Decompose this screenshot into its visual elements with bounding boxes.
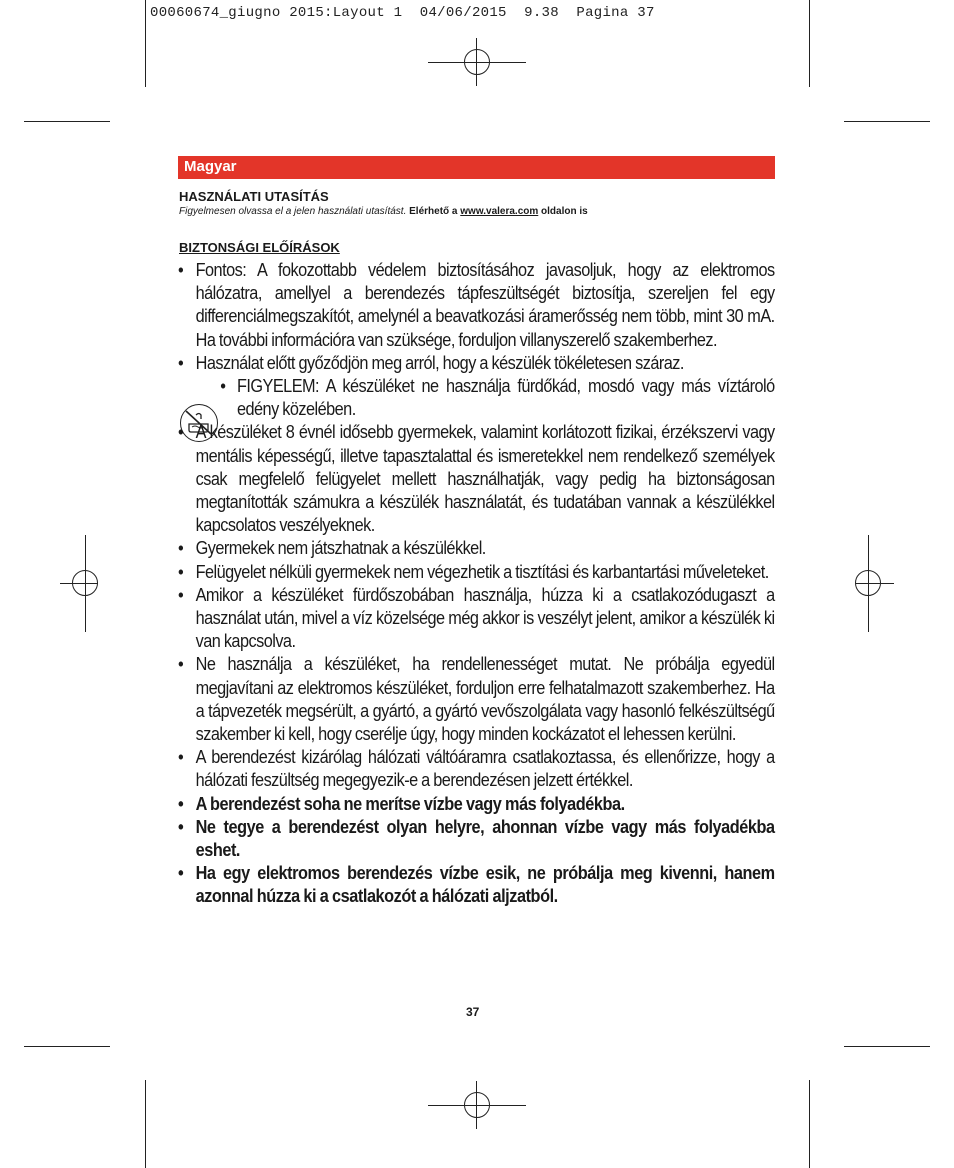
list-item-text: Ne használja a készüléket, ha rendellenességet mutat. Ne próbálja egyedül megjavítani az elektromos készüléket, forduljon erre felhatalmazott szakemberhez. Ha a tápvezeték megsérült, a gyártó, a gyártó vevőszolgálata vagy hasonló felkészültségű szakember ki kell, hogy cserélje úgy, hogy minden kockázatot el lehessen kerülni. [195, 653, 775, 745]
list-item-text: Használat előtt győződjön meg arról, hogy a készülék tökéletesen száraz. [195, 351, 684, 373]
list-item-text: Ha egy elektromos berendezés vízbe esik, ne próbálja meg kivenni, hanem azonnal húzza ki a csatlakozót a hálózati aljzatból. [195, 862, 775, 907]
list-item: • Amikor a készüléket fürdőszobában használja, húzza ki a csatlakozódugaszt a használat után, mivel a víz közelsége még akkor is veszélyt jelent, amikor a készülék ki van kapcsolva. [178, 583, 775, 652]
crop-mark-top-right-horizontal [844, 121, 930, 122]
safety-instructions-list [178, 258, 775, 908]
language-label: Magyar [184, 158, 237, 175]
website-link[interactable]: www.valera.com [460, 206, 539, 217]
list-item: • Ne használja a készüléket, ha rendellenességet mutat. Ne próbálja egyedül megjavítani az elektromos készüléket, forduljon erre felhatalmazott szakemberhez. Ha a tápvezeték megsérült, a gyártó, a gyártó vevőszolgálata vagy hasonló felkészültségű szakember ki kell, hogy cserélje úgy, hogy minden kockázatot el lehessen kerülni. [178, 653, 775, 745]
crop-mark-bottom-left-horizontal [24, 1046, 110, 1047]
list-item-text: Amikor a készüléket fürdőszobában használja, húzza ki a csatlakozódugaszt a használat után, mivel a víz közelsége még akkor is veszélyt jelent, amikor a készülék ki van kapcsolva. [195, 583, 775, 652]
list-item: • Felügyelet nélküli gyermekek nem végezhetik a tisztítási és karbantartási műveleteket. [178, 560, 775, 583]
list-item-text: A berendezést soha ne merítse vízbe vagy más folyadékba. [195, 792, 625, 814]
list-item-text: Felügyelet nélküli gyermekek nem végezhetik a tisztítási és karbantartási műveleteket. [195, 560, 769, 582]
crop-mark-top-left-horizontal [24, 121, 110, 122]
list-item-text: FIGYELEM: A készüléket ne használja fürdőkád, mosdó vagy más víztároló edény közelében. [236, 375, 775, 420]
list-item-bold: • A berendezést soha ne merítse vízbe vagy más folyadékba. [178, 792, 775, 815]
list-item-bold: • Ne tegye a berendezést olyan helyre, ahonnan vízbe vagy más folyadékba eshet. [178, 815, 775, 861]
list-item: • Fontos: A fokozottabb védelem biztosításához javasoljuk, hogy az elektromos hálózatra, amellyel a berendezés tápfeszültségét biztosítja, szereljen fel egy differenciálmegszakítót, amelynél a beavatkozási áramerősség nem több, mint 30 mA. Ha további információra van szüksége, forduljon villanyszerelő szakemberhez. [178, 259, 775, 350]
list-item-bold: • Ha egy elektromos berendezés vízbe esik, ne próbálja meg kivenni, hanem azonnal húzza ki a csatlakozót a hálózati aljzatból. [178, 862, 775, 907]
manual-heading: HASZNÁLATI UTASÍTÁS [179, 189, 329, 204]
section-title: BIZTONSÁGI ELŐÍRÁSOK [179, 240, 340, 255]
list-item: • A készüléket 8 évnél idősebb gyermekek, valamint korlátozott fizikai, érzékszervi vagy mentális képességű, illetve tapasztalattal és ismeretekkel nem rendelkező személyek csak megfelelő felügyelet mellett használhatják, vagy pedig ha biztonságosan megtanították számukra a készülék használatát, és tudatában vannak a készülékkel kapcsolatos veszélyeknek. [178, 421, 775, 536]
crop-mark-bottom-right-horizontal [844, 1046, 930, 1047]
list-item-text: A készüléket 8 évnél idősebb gyermekek, valamint korlátozott fizikai, érzékszervi vagy mentális képességű, illetve tapasztalattal és ismeretekkel nem rendelkező személyek csak megfelelő felügyelet mellett használhatják, vagy pedig ha biztonságosan megtanították számukra a készülék használatát, és tudatában vannak a készülékkel kapcsolatos veszélyeknek. [195, 421, 775, 536]
list-item-text: A berendezést kizárólag hálózati váltóáramra csatlakoztassa, és ellenőrizze, hogy a hálózati feszültség megegyezik-e a berendezésen jelzett értékkel. [195, 746, 775, 791]
list-item-warning: • FIGYELEM: A készüléket ne használja fürdőkád, mosdó vagy más víztároló edény közelében. [220, 375, 775, 420]
list-item-text: Gyermekek nem játszhatnak a készülékkel. [195, 537, 486, 559]
crop-mark-bottom-right-vertical [809, 1080, 810, 1168]
list-item: • Használat előtt győződjön meg arról, hogy a készülék tökéletesen száraz. [178, 351, 775, 374]
language-band [178, 156, 775, 179]
print-slug-line: 00060674_giugno 2015:Layout 1 04/06/2015 9.38 Pagina 37 [150, 5, 655, 21]
subheading-end: oldalon is [541, 206, 588, 217]
list-item-text: Ne tegye a berendezést olyan helyre, ahonnan vízbe vagy más folyadékba eshet. [195, 815, 775, 861]
subheading-italic: Figyelmesen olvassa el a jelen használati utasítást. [179, 206, 407, 217]
list-item-text: Fontos: A fokozottabb védelem biztosításához javasoljuk, hogy az elektromos hálózatra, amellyel a berendezés tápfeszültségét biztosítja, szereljen fel egy differenciálmegszakítót, amelynél a beavatkozási áramerősség nem több, mint 30 mA. Ha további információra van szüksége, forduljon villanyszerelő szakemberhez. [195, 259, 775, 350]
manual-subheading [179, 206, 588, 217]
crop-mark-top-left-vertical [145, 0, 146, 87]
crop-mark-bottom-left-vertical [145, 1080, 146, 1168]
subheading-bold: Elérhető a [409, 206, 458, 217]
list-item: • Gyermekek nem játszhatnak a készülékkel. [178, 536, 775, 559]
list-item: • A berendezést kizárólag hálózati váltóáramra csatlakoztassa, és ellenőrizze, hogy a hálózati feszültség megegyezik-e a berendezésen jelzett értékkel. [178, 746, 775, 791]
page-number: 37 [466, 1005, 480, 1019]
crop-mark-top-right-vertical [809, 0, 810, 87]
